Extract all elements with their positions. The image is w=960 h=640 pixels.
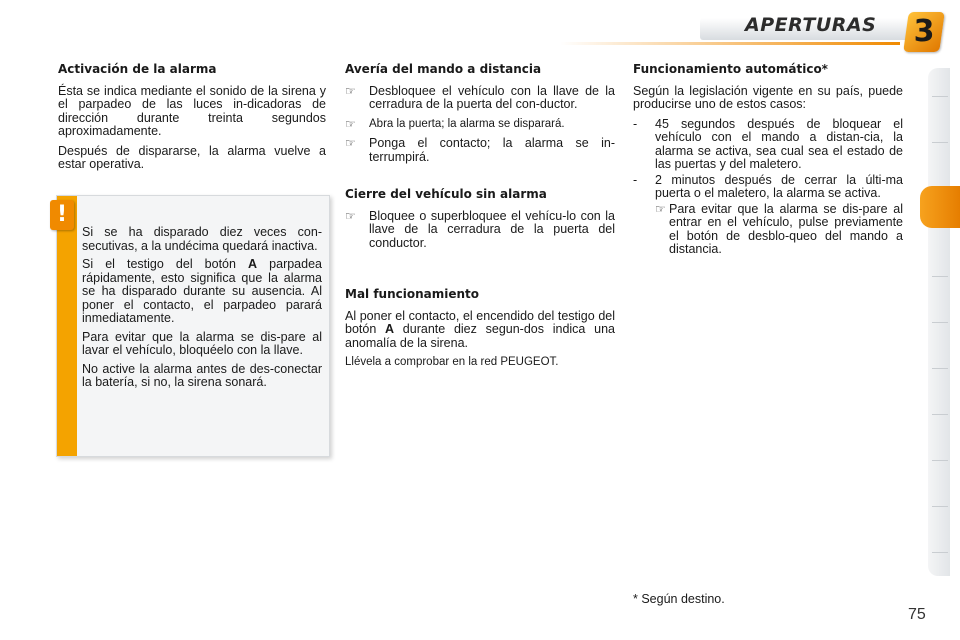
hand-pointer-icon: ☞ [345, 136, 356, 150]
dash-marker: - [633, 172, 638, 187]
chapter-header [560, 0, 960, 54]
paragraph: Llévela a comprobar en la red PEUGEOT. [345, 356, 559, 368]
hand-pointer-icon: ☞ [345, 116, 356, 131]
warning-stripe [57, 196, 77, 456]
warning-icon: ! [50, 200, 74, 230]
chapter-title: APERTURAS [745, 14, 877, 36]
bullet-item [345, 210, 615, 251]
tab-divider [932, 506, 948, 507]
footnote: * Según destino. [633, 592, 725, 606]
text-run: Si el testigo del botón [82, 257, 249, 271]
hand-pointer-icon: ☞ [345, 208, 356, 223]
bullet-item [345, 118, 615, 132]
section-heading: Cierre del vehículo sin alarma [345, 187, 547, 201]
paragraph [345, 310, 615, 351]
tab-divider [932, 368, 948, 369]
text-run: Al poner el contacto, el encendido del testigo del botón [345, 308, 615, 336]
paragraph: Después de dispararse, la alarma vuelve a estar operativa. [58, 143, 326, 171]
section-heading: Activación de la alarma [58, 62, 217, 76]
section-heading: Avería del mando a distancia [345, 62, 542, 76]
tab-divider [932, 414, 948, 415]
text-run: durante diez segun-dos indica una anomalía de la sirena. [345, 322, 615, 350]
bullet-item [345, 85, 615, 112]
button-label-a: A [385, 322, 395, 336]
bullet-text: Ponga el contacto; la alarma se in-terrumpirá. [369, 136, 615, 164]
dash-item [633, 174, 903, 201]
bullet-text: Bloquee o superbloquee el vehícu-lo con la llave de la cerradura de la puerta del conductor. [369, 208, 615, 250]
warning-paragraph: Si se ha disparado diez veces con-secutivas, a la undécima quedará inactiva. [82, 225, 322, 253]
bullet-text: Abra la puerta; la alarma se disparará. [369, 117, 565, 130]
section-heading: Mal funcionamiento [345, 287, 480, 301]
paragraph: Ésta se indica mediante el sonido de la sirena y el parpadeo de las luces in-dicadoras de dirección durante treinta segundos aproximadamente. [58, 83, 326, 138]
tab-divider [932, 460, 948, 461]
chapter-tab-strip [928, 68, 950, 576]
tab-divider [932, 322, 948, 323]
bullet-item [345, 137, 615, 164]
warning-paragraph [82, 258, 322, 326]
chapter-badge [903, 12, 945, 52]
section-heading: Funcionamiento automático* [633, 62, 828, 76]
note-item [655, 203, 903, 257]
column-remote-failure [345, 63, 615, 376]
tab-divider [932, 142, 948, 143]
tab-divider [932, 276, 948, 277]
chapter-number: 3 [913, 14, 935, 49]
header-divider [560, 42, 900, 45]
tab-divider [932, 552, 948, 553]
dash-marker: - [633, 116, 638, 131]
note-text: Para evitar que la alarma se dis-pare al entrar en el vehículo, pulse previamente el botón de desblo-queo del mando a distancia. [669, 201, 903, 256]
page-number: 75 [908, 606, 926, 623]
dash-text: 2 minutos después de cerrar la últi-ma puerta o el maletero, la alarma se activa. [655, 172, 903, 200]
warning-text [82, 226, 322, 395]
warning-paragraph: No active la alarma antes de des-conectar la batería, si no, la sirena sonará. [82, 361, 322, 389]
paragraph: Según la legislación vigente en su país, puede producirse uno de estos casos: [633, 83, 903, 111]
warning-paragraph: Para evitar que la alarma se dis-pare al lavar el vehículo, bloquéelo con la llave. [82, 329, 322, 357]
button-label-a: A [248, 257, 258, 271]
tab-divider [932, 96, 948, 97]
dash-text: 45 segundos después de bloquear el vehículo con el mando a distan-cia, la alarma se activa, sea cual sea el estado de las puertas y del maletero. [655, 116, 903, 171]
column-alarm-activation [58, 63, 326, 178]
dash-item [633, 118, 903, 172]
chapter-tab-active[interactable] [920, 186, 960, 228]
hand-pointer-icon: ☞ [345, 83, 356, 98]
text-run: parpadea rápidamente, esto significa que la alarma se ha disparado durante su ausencia. Al poner el contacto, el parpadeo parará inmediatamente. [82, 257, 322, 325]
hand-pointer-icon: ☞ [655, 201, 666, 216]
bullet-text: Desbloquee el vehículo con la llave de la cerradura de la puerta del con-ductor. [369, 83, 615, 111]
column-automatic [633, 63, 903, 263]
